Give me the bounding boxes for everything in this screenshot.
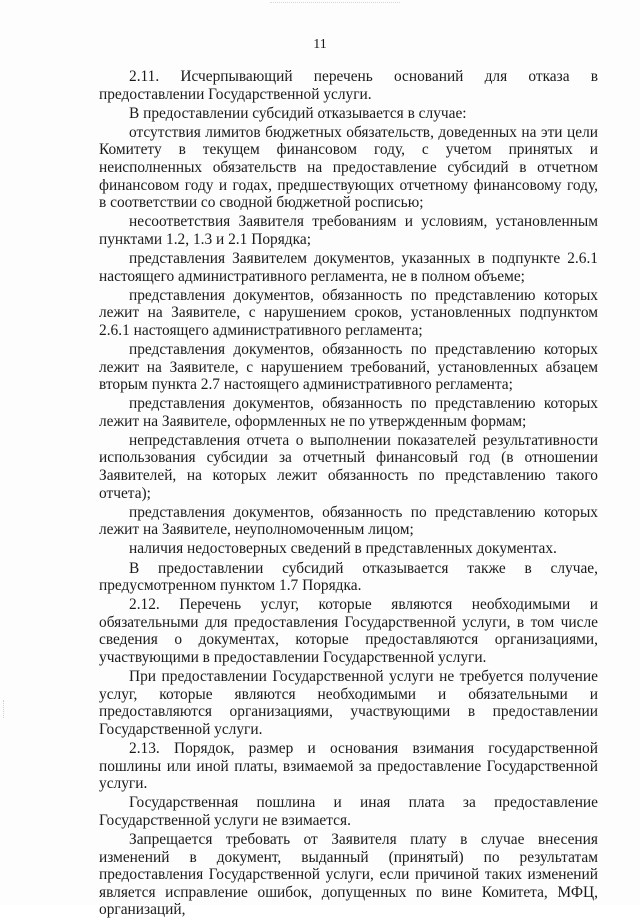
- paragraph: представления документов, обязанность по представлению которых лежит на Заявителе, неуполномоченным лицом;: [99, 503, 598, 539]
- paragraph: отсутствия лимитов бюджетных обязательств, доведенных на эти цели Комитету в текущем финансовом году, с учетом принятых и неисполненных обязательств на предоставление субсидий в отчетном финансовом году и годах, предшествующих отчетному финансовому году, в соответствии со сводной бюджетной росписью;: [99, 123, 598, 212]
- document-body: [99, 68, 598, 920]
- paragraph: Запрещается требовать от Заявителя плату в случае внесения изменений в документ, выданный (принятый) по результатам предоставления Государственной услуги, если причиной таких изменений является исправление ошибок, допущенных по вине Комитета, МФЦ, организаций,: [99, 830, 598, 919]
- scan-artifact-top: [270, 2, 400, 7]
- paragraph: 2.12. Перечень услуг, которые являются необходимыми и обязательными для предоставления Государственной услуги, в том числе сведения о документах, которые предоставляются организациями, участвующими в предоставлении Государственной услуги.: [99, 596, 598, 666]
- paragraph: наличия недостоверных сведений в представленных документах.: [129, 540, 557, 558]
- paragraph: При предоставлении Государственной услуги не требуется получение услуг, которые являются необходимыми и обязательными и предоставляются организациями, участвующими в предоставлении Государственной услуги.: [99, 668, 598, 738]
- paragraph: представления документов, обязанность по представлению которых лежит на Заявителе, с нарушением сроков, установленных подпунктом 2.6.1 настоящего административного регламента;: [99, 286, 598, 339]
- paragraph: 2.13. Порядок, размер и основания взимания государственной пошлины или иной платы, взимаемой за предоставление Государственной услуги.: [99, 739, 598, 793]
- paragraph: представления документов, обязанность по представлению которых лежит на Заявителе, с нарушением требований, установленных абзацем вторым пункта 2.7 настоящего административного регламента;: [99, 340, 598, 394]
- paragraph: 2.11. Исчерпывающий перечень оснований для отказа в предоставлении Государственной услуги.: [99, 68, 598, 103]
- paragraph: непредставления отчета о выполнении показателей результативности использования субсидии за отчетный финансовый год (в отношении Заявителей, на которых лежит обязанность по представлению такого отчета);: [99, 431, 598, 502]
- paragraph: Государственная пошлина и иная плата за предоставление Государственной услуги не взимается.: [99, 794, 598, 829]
- paragraph: В предоставлении субсидий отказывается также в случае, предусмотренном пунктом 1.7 Порядка.: [99, 559, 598, 595]
- paragraph: несоответствия Заявителя требованиям и условиям, установленным пунктами 1.2, 1.3 и 2.1 Порядка;: [99, 213, 598, 248]
- page-number: 11: [313, 37, 327, 52]
- paragraph: представления Заявителем документов, указанных в подпункте 2.6.1 настоящего административного регламента, не в полном объеме;: [99, 249, 598, 285]
- paragraph: представления документов, обязанность по представлению которых лежит на Заявителе, оформленных не по утвержденным формам;: [99, 395, 598, 430]
- scan-artifact-margin: [3, 700, 6, 718]
- paragraph: В предоставлении субсидий отказывается в случае:: [129, 104, 467, 122]
